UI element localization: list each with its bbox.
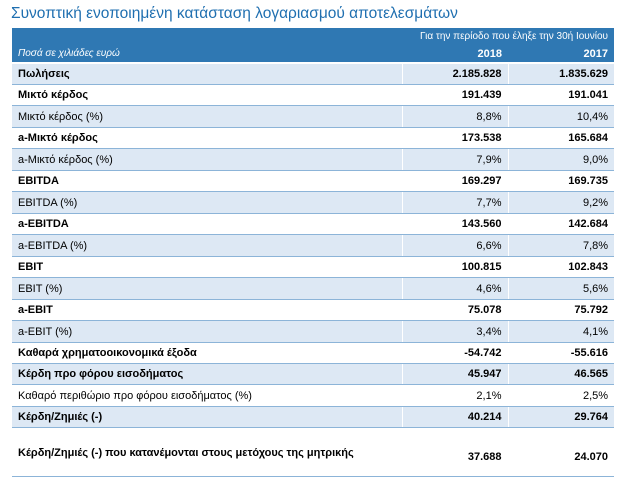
table-row [12, 300, 614, 321]
table-row [12, 149, 614, 171]
value-2017: 2,5% [508, 385, 614, 407]
value-2018: 191.439 [402, 85, 508, 106]
table-row [12, 321, 614, 343]
value-2017: 1.835.629 [508, 63, 614, 85]
row-label: a-Μικτό κέρδος (%) [12, 149, 402, 171]
value-2017: 7,8% [508, 235, 614, 257]
value-2017: 9,2% [508, 192, 614, 214]
table-row [12, 235, 614, 257]
value-2017: 29.764 [508, 407, 614, 428]
year-2018-header: 2018 [402, 45, 508, 63]
value-2018: 75.078 [402, 300, 508, 321]
table-row [12, 343, 614, 364]
table-row [12, 407, 614, 428]
value-2018: 143.560 [402, 214, 508, 235]
row-label: a-EBITDA (%) [12, 235, 402, 257]
value-2018: 3,4% [402, 321, 508, 343]
row-label: EBITDA (%) [12, 192, 402, 214]
header-years-row [12, 45, 614, 63]
period-header: Για την περίοδο που έληξε την 30ή Ιουνίου [12, 28, 614, 45]
row-label: Κέρδη προ φόρου εισοδήματος [12, 364, 402, 385]
row-label: a-EBIT (%) [12, 321, 402, 343]
value-2017: 4,1% [508, 321, 614, 343]
table-row [12, 171, 614, 192]
table-row [12, 214, 614, 235]
row-label: Καθαρά χρηματοοικονομικά έξοδα [12, 343, 402, 364]
value-2018: 4,6% [402, 278, 508, 300]
row-label: a-EBITDA [12, 214, 402, 235]
value-2017: 191.041 [508, 85, 614, 106]
value-2017: 142.684 [508, 214, 614, 235]
row-label: Καθαρό περιθώριο προ φόρου εισοδήματος (%) [12, 385, 402, 407]
value-2018: 8,8% [402, 106, 508, 128]
value-2017: 24.070 [508, 428, 614, 477]
value-2017: -55.616 [508, 343, 614, 364]
table-row [12, 278, 614, 300]
value-2017: 169.735 [508, 171, 614, 192]
value-2018: 7,9% [402, 149, 508, 171]
value-2018: 173.538 [402, 128, 508, 149]
table-row [12, 63, 614, 85]
value-2018: 2,1% [402, 385, 508, 407]
value-2018: 6,6% [402, 235, 508, 257]
table-row [12, 257, 614, 278]
row-label: EBITDA [12, 171, 402, 192]
row-label: a-EBIT [12, 300, 402, 321]
header-period-row [12, 28, 614, 45]
table-row [12, 128, 614, 149]
row-label: Πωλήσεις [12, 63, 402, 85]
row-label: Μικτό κέρδος (%) [12, 106, 402, 128]
value-2017: 165.684 [508, 128, 614, 149]
value-2017: 9,0% [508, 149, 614, 171]
table-row [12, 364, 614, 385]
row-label: a-Μικτό κέρδος [12, 128, 402, 149]
value-2018: 2.185.828 [402, 63, 508, 85]
value-2018: 100.815 [402, 257, 508, 278]
table-row [12, 385, 614, 407]
value-2017: 10,4% [508, 106, 614, 128]
value-2018: 7,7% [402, 192, 508, 214]
value-2018: 169.297 [402, 171, 508, 192]
row-label: EBIT [12, 257, 402, 278]
value-2018: 37.688 [402, 428, 508, 477]
table-row [12, 428, 614, 477]
table-row [12, 192, 614, 214]
page-title: Συνοπτική ενοποιημένη κατάσταση λογαριασμού αποτελεσμάτων [11, 5, 458, 22]
table-row [12, 85, 614, 106]
income-statement-table [12, 28, 614, 477]
table-row [12, 106, 614, 128]
value-2018: 45.947 [402, 364, 508, 385]
row-label: Μικτό κέρδος [12, 85, 402, 106]
value-2017: 102.843 [508, 257, 614, 278]
value-2017: 5,6% [508, 278, 614, 300]
units-label: Ποσά σε χιλιάδες ευρώ [12, 45, 402, 63]
value-2018: -54.742 [402, 343, 508, 364]
value-2017: 46.565 [508, 364, 614, 385]
value-2017: 75.792 [508, 300, 614, 321]
year-2017-header: 2017 [508, 45, 614, 63]
value-2018: 40.214 [402, 407, 508, 428]
row-label: Κέρδη/Ζημιές (-) [12, 407, 402, 428]
row-label: Κέρδη/Ζημιές (-) που κατανέμονται στους μετόχους της μητρικής [12, 428, 402, 477]
row-label: EBIT (%) [12, 278, 402, 300]
